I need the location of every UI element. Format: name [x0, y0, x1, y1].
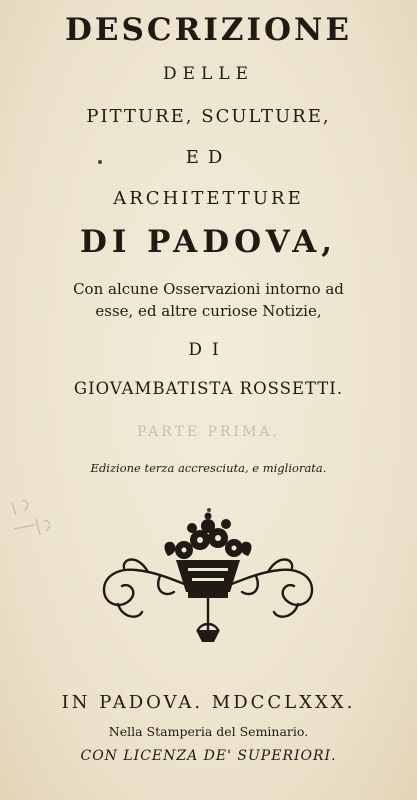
pencil-annotation-icon [4, 495, 74, 555]
edition-statement: Edizione terza accresciuta, e migliorata. [90, 461, 327, 475]
printer-statement: Nella Stamperia del Seminario. [108, 724, 309, 739]
subtitle-line-2: esse, ed altre curiose Notizie, [95, 302, 322, 320]
title-place: DI PADOVA, [79, 224, 338, 260]
license-statement: CON LICENZA DE' SUPERIORI. [80, 748, 337, 764]
title-line-delle: DELLE [162, 64, 255, 84]
subtitle-line-1: Con alcune Osservazioni intorno ad [73, 280, 344, 298]
ink-dot [98, 160, 102, 164]
book-title: DESCRIZIONE [65, 12, 352, 48]
author-name: GIOVAMBATISTA ROSSETTI. [73, 379, 344, 398]
floral-basket-ornament-icon [88, 512, 328, 647]
title-line-architetture: ARCHITETTURE [113, 188, 304, 209]
imprint-city-year: IN PADOVA. MDCCLXXX. [61, 692, 356, 713]
author-preposition: DI [188, 340, 229, 360]
faded-part-line: PARTE PRIMA. [137, 424, 280, 440]
title-line-pitture: PITTURE, SCULTURE, [86, 106, 331, 127]
title-line-ed: ED [185, 147, 232, 168]
